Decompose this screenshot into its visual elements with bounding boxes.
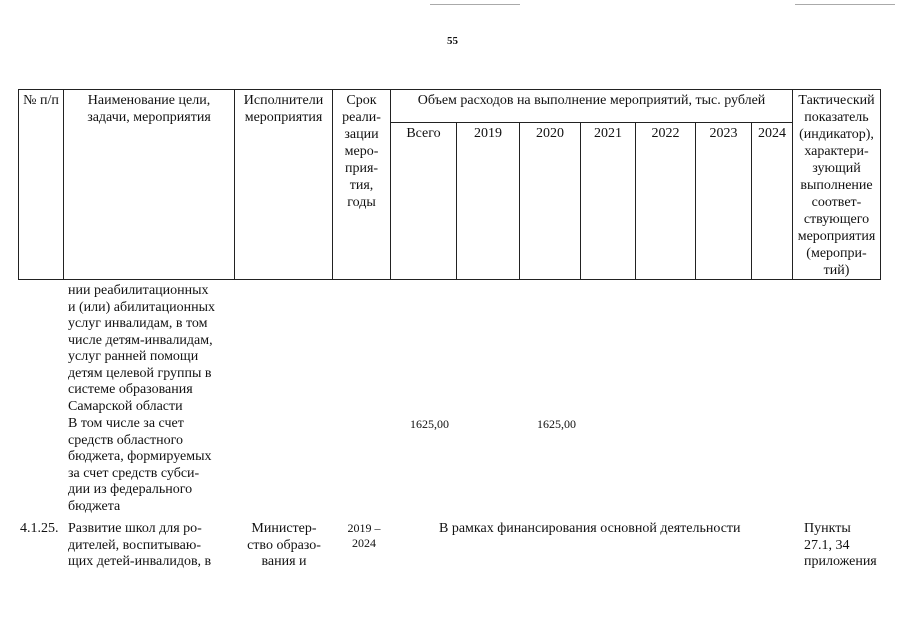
text-line: Пункты xyxy=(804,521,851,536)
header-year-2020: 2020 xyxy=(520,123,581,280)
header-year-2023: 2023 xyxy=(696,123,752,280)
continuation-name xyxy=(68,283,230,415)
row-number: 4.1.25. xyxy=(20,521,59,536)
text-line: щих детей-инвалидов, в xyxy=(68,554,212,569)
text-line: бюджета, формируемых xyxy=(68,449,212,464)
text-line: бюджета xyxy=(68,498,121,514)
text-line: 27.1, 34 xyxy=(804,537,850,553)
header-term: Срок реали-зации меро-прия-тия, годы xyxy=(333,90,391,280)
row-executors xyxy=(236,521,332,571)
text-line: и (или) абилитационных xyxy=(68,299,215,315)
text-line: дителей, воспитываю- xyxy=(68,537,201,553)
text-line: за счет средств субси- xyxy=(68,465,200,481)
subrow-2020-value: 1625,00 xyxy=(537,417,576,431)
text-line: услуг ранней помощи xyxy=(68,349,199,364)
header-total: Всего xyxy=(391,123,457,280)
text-line: ство образо- xyxy=(247,537,321,553)
text-line: Министер- xyxy=(251,521,317,536)
row-term xyxy=(335,521,393,551)
text-line: числе детям-инвалидам, xyxy=(68,332,213,348)
text-line: средств областного xyxy=(68,432,184,448)
text-line: услуг инвалидам, в том xyxy=(68,316,208,331)
row-indicator xyxy=(804,521,886,571)
text-line: Самарской области xyxy=(68,398,183,414)
text-line: дии из федерального xyxy=(68,482,193,497)
text-line: детям целевой группы в xyxy=(68,365,212,381)
header-year-2024: 2024 xyxy=(752,123,793,280)
page-number: 55 xyxy=(447,35,458,47)
subrow-total-value: 1625,00 xyxy=(410,417,449,431)
header-expenses: Объем расходов на выполнение мероприятий, тыс. рублей xyxy=(391,90,793,123)
text-line: вания и xyxy=(261,554,307,569)
header-executors: Исполнители мероприятия xyxy=(235,90,333,280)
text-line: нии реабилитационных xyxy=(68,283,209,298)
text-line: 2019 – xyxy=(347,521,381,535)
header-year-2021: 2021 xyxy=(581,123,636,280)
text-line: приложения xyxy=(804,554,877,569)
header-indicator: Тактический показатель (индикатор), характери-зующий выполнение соответ-ствующего мероприятия (меропри-тий) xyxy=(793,90,881,280)
subrow-name xyxy=(68,416,230,515)
text-line: 2024 xyxy=(352,536,376,550)
text-line: системе образования xyxy=(68,382,193,397)
header-num: № п/п xyxy=(19,90,64,280)
scan-smudge xyxy=(795,4,895,5)
text-line: В том числе за счет xyxy=(68,416,184,431)
row-financing: В рамках финансирования основной деятельности xyxy=(439,521,741,536)
header-name: Наименование цели, задачи, мероприятия xyxy=(64,90,235,280)
text-line: Развитие школ для ро- xyxy=(68,521,202,536)
row-name xyxy=(68,521,228,571)
header-year-2019: 2019 xyxy=(457,123,520,280)
scan-smudge xyxy=(430,4,520,5)
header-year-2022: 2022 xyxy=(636,123,696,280)
table-header xyxy=(18,89,881,280)
